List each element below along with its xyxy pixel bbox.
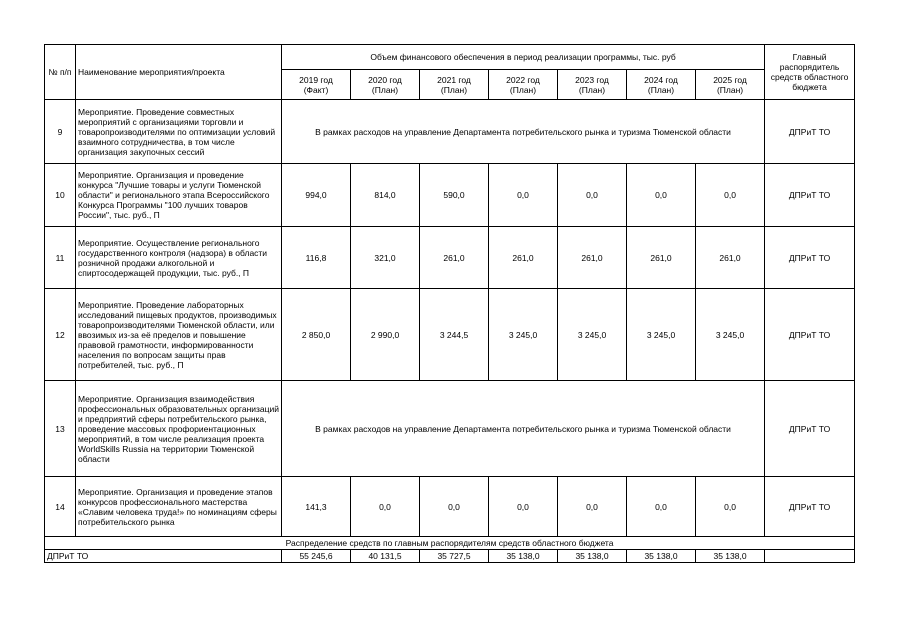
row-value: 814,0 [351, 164, 420, 227]
row-name: Мероприятие. Осуществление регионального государственного контроля (надзора) в области розничной продажи алкогольной и спиртосодержащей продукции, тыс. руб., П [76, 227, 282, 289]
row-value: 0,0 [558, 477, 627, 537]
total-empty [765, 550, 855, 563]
row-value: 994,0 [282, 164, 351, 227]
header-name: Наименование мероприятия/проекта [76, 45, 282, 100]
total-value: 35 138,0 [627, 550, 696, 563]
total-value: 35 138,0 [489, 550, 558, 563]
row-value: 261,0 [489, 227, 558, 289]
header-num: № п/п [45, 45, 76, 100]
row-name: Мероприятие. Проведение лабораторных исследований пищевых продуктов, производимых товаропроизводителями Тюменской области, или ввозимых из-за её пределов и повышение правовой грамотности, информированности населения по вопросам защиты прав потребителей, тыс. руб., П [76, 289, 282, 381]
table-row [45, 164, 855, 227]
total-value: 55 245,6 [282, 550, 351, 563]
distribution-row [45, 537, 855, 550]
row-value: 141,3 [282, 477, 351, 537]
row-value: 0,0 [627, 477, 696, 537]
total-value: 35 138,0 [558, 550, 627, 563]
row-num: 14 [45, 477, 76, 537]
header-year: 2019 год (Факт) [282, 70, 351, 100]
row-manager: ДПРиТ ТО [765, 381, 855, 477]
row-num: 11 [45, 227, 76, 289]
row-note: В рамках расходов на управление Департамента потребительского рынка и туризма Тюменской области [282, 100, 765, 164]
header-year: 2022 год (План) [489, 70, 558, 100]
total-value: 35 138,0 [696, 550, 765, 563]
row-name: Мероприятие. Организация взаимодействия профессиональных образовательных организаций и предприятий сферы потребительского рынка, проведение массовых профориентационных мероприятий, в том числе реализация проекта WorldSkills Russia на территории Тюменской области [76, 381, 282, 477]
row-value: 0,0 [696, 477, 765, 537]
row-value: 0,0 [489, 477, 558, 537]
header-year: 2024 год (План) [627, 70, 696, 100]
row-manager: ДПРиТ ТО [765, 164, 855, 227]
table-row [45, 100, 855, 164]
header-row [45, 45, 855, 70]
row-value: 3 245,0 [696, 289, 765, 381]
header-year: 2023 год (План) [558, 70, 627, 100]
header-year: 2020 год (План) [351, 70, 420, 100]
table-row [45, 477, 855, 537]
row-num: 12 [45, 289, 76, 381]
funding-table [44, 44, 855, 563]
row-value: 261,0 [696, 227, 765, 289]
row-value: 261,0 [420, 227, 489, 289]
row-value: 3 245,0 [558, 289, 627, 381]
row-value: 321,0 [351, 227, 420, 289]
total-value: 40 131,5 [351, 550, 420, 563]
row-value: 2 990,0 [351, 289, 420, 381]
header-funding: Объем финансового обеспечения в период реализации программы, тыс. руб [282, 45, 765, 70]
table-row [45, 381, 855, 477]
row-value: 0,0 [351, 477, 420, 537]
total-label: ДПРиТ ТО [45, 550, 282, 563]
row-value: 0,0 [489, 164, 558, 227]
header-year: 2025 год (План) [696, 70, 765, 100]
row-value: 116,8 [282, 227, 351, 289]
distribution-title: Распределение средств по главным распорядителям средств областного бюджета [45, 537, 855, 550]
row-name: Мероприятие. Проведение совместных мероприятий с организациями торговли и товаропроизводителями по оптимизации условий взаимного сотрудничества, в том числе организация закупочных сессий [76, 100, 282, 164]
row-value: 0,0 [696, 164, 765, 227]
row-manager: ДПРиТ ТО [765, 227, 855, 289]
row-manager: ДПРиТ ТО [765, 477, 855, 537]
row-value: 0,0 [558, 164, 627, 227]
row-name: Мероприятие. Организация и проведение этапов конкурсов профессионального мастерства «Славим человека труда!» по номинациям сферы потребительского рынка [76, 477, 282, 537]
row-value: 0,0 [420, 477, 489, 537]
row-manager: ДПРиТ ТО [765, 100, 855, 164]
total-row [45, 550, 855, 563]
row-note: В рамках расходов на управление Департамента потребительского рынка и туризма Тюменской области [282, 381, 765, 477]
row-value: 261,0 [627, 227, 696, 289]
row-value: 3 244,5 [420, 289, 489, 381]
row-num: 13 [45, 381, 76, 477]
row-num: 10 [45, 164, 76, 227]
row-value: 0,0 [627, 164, 696, 227]
header-year: 2021 год (План) [420, 70, 489, 100]
row-value: 3 245,0 [627, 289, 696, 381]
header-manager: Главный распорядитель средств областного бюджета [765, 45, 855, 100]
table-row [45, 289, 855, 381]
total-value: 35 727,5 [420, 550, 489, 563]
row-num: 9 [45, 100, 76, 164]
table-row [45, 227, 855, 289]
row-value: 590,0 [420, 164, 489, 227]
row-value: 3 245,0 [489, 289, 558, 381]
row-name: Мероприятие. Организация и проведение конкурса "Лучшие товары и услуги Тюменской области" и регионального этапа Всероссийского Конкурса Программы "100 лучших товаров России", тыс. руб., П [76, 164, 282, 227]
row-value: 261,0 [558, 227, 627, 289]
row-manager: ДПРиТ ТО [765, 289, 855, 381]
row-value: 2 850,0 [282, 289, 351, 381]
